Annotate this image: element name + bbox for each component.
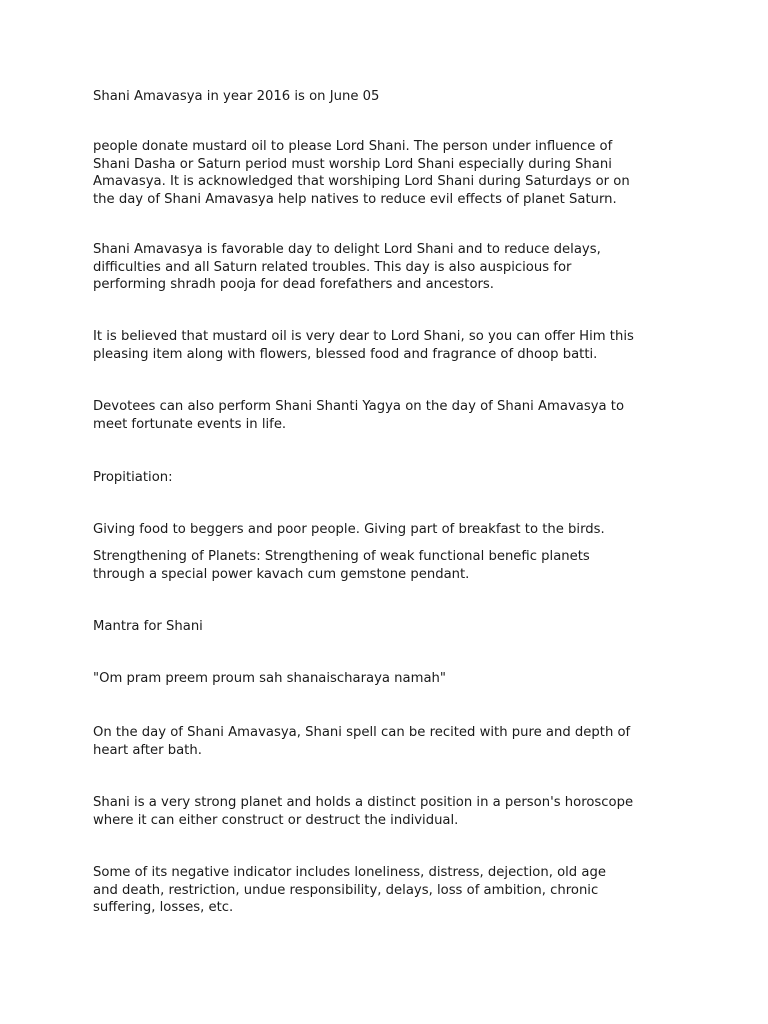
paragraph-spell-recitation: On the day of Shani Amavasya, Shani spell can be recited with pure and depth of heart after bath.	[93, 725, 631, 758]
heading-mantra: Mantra for Shani	[93, 619, 203, 634]
paragraph-mustard-oil-worship: people donate mustard oil to please Lord Shani. The person under influence of Shani Dasha or Saturn period must worship Lord Shani especially during Shani Amavasya. It is acknowledged that worshiping Lord Shani during Saturdays or on the day of Shani Amavasya help natives to reduce evil effects of planet Saturn.	[93, 139, 630, 207]
mantra-text: "Om pram preem proum sah shanaischaraya namah"	[93, 671, 446, 686]
paragraph-strong-planet: Shani is a very strong planet and holds a distinct position in a person's horoscope where it can either construct or destruct the individual.	[93, 795, 634, 828]
paragraph-strengthening: Strengthening of Planets: Strengthening of weak functional benefic planets through a special power kavach cum gemstone pendant.	[93, 549, 590, 582]
paragraph-negative-indicators: Some of its negative indicator includes loneliness, distress, dejection, old age and death, restriction, undue responsibility, delays, loss of ambition, chronic suffering, losses, etc.	[93, 865, 606, 915]
heading-propitiation: Propitiation:	[93, 470, 173, 485]
paragraph-favorable-day: Shani Amavasya is favorable day to delight Lord Shani and to reduce delays, difficulties and all Saturn related troubles. This day is also auspicious for performing shradh pooja for dead forefathers and ancestors.	[93, 242, 601, 292]
heading-date-line: Shani Amavasya in year 2016 is on June 05	[93, 89, 380, 104]
paragraph-giving-food: Giving food to beggers and poor people. Giving part of breakfast to the birds.	[93, 522, 605, 537]
paragraph-yagya: Devotees can also perform Shani Shanti Yagya on the day of Shani Amavasya to meet fortunate events in life.	[93, 399, 625, 432]
paragraph-offering: It is believed that mustard oil is very dear to Lord Shani, so you can offer Him this pleasing item along with flowers, blessed food and fragrance of dhoop batti.	[93, 329, 634, 362]
